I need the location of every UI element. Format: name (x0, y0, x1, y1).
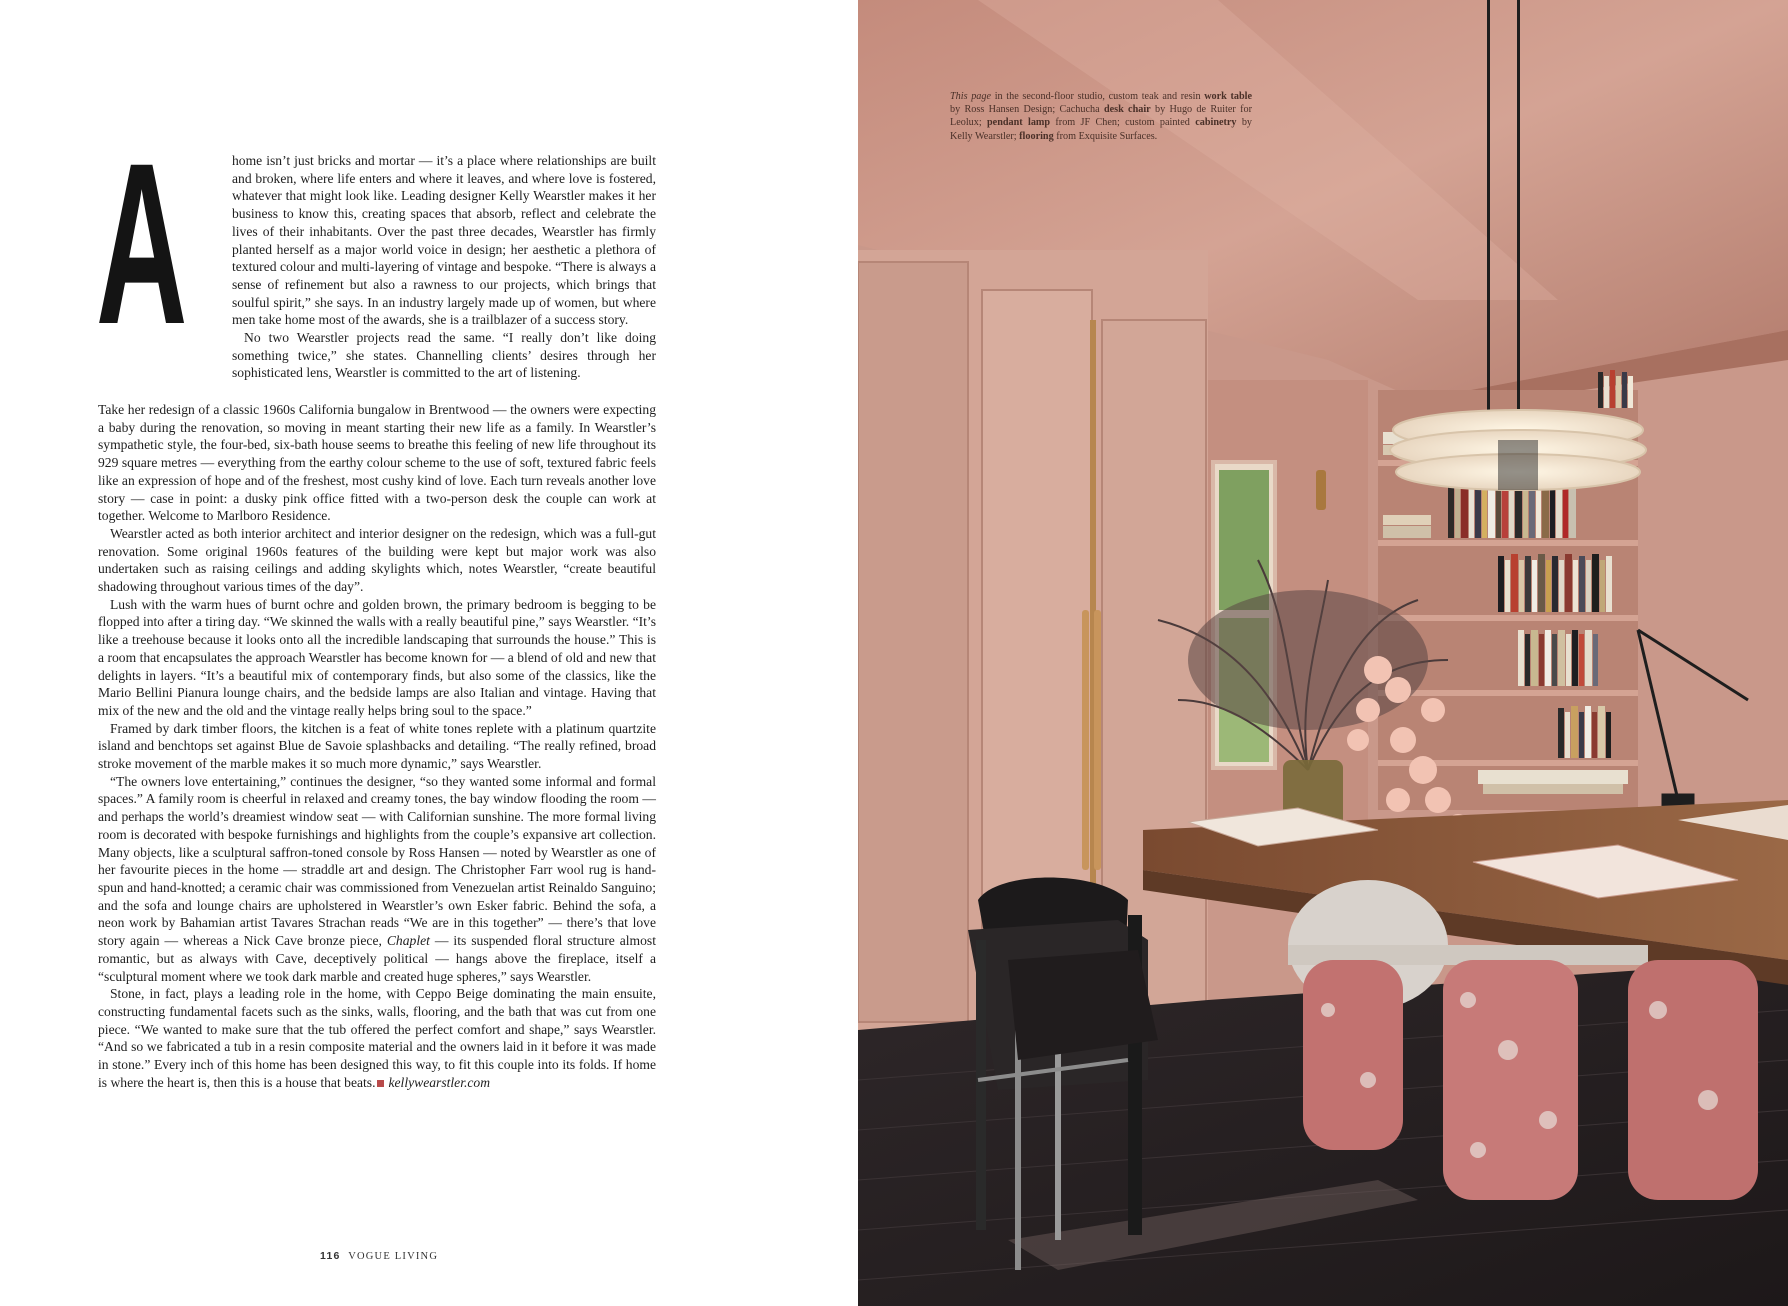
paragraph-2-rest: Take her redesign of a classic 1960s California bungalow in Brentwood — the owners were expecting a baby during the renovation, so moving in meant starting their new life as a family. In Wearstler’s sympathetic style, the four-bed, six-bath house seems to breathe this feeling of new life throughout its 929 square metres — everything from the earthy colour scheme to the use of soft, textured fabric feels like an expression of hope and of the freshest, most cushy kind of love. Each turn reveals another love story — case in point: a dusky pink office fitted with a two-person desk the couple can work at together. Welcome to Marlboro Residence. (98, 402, 656, 524)
paragraph-5: Framed by dark timber floors, the kitchen is a feat of white tones replete with a platinum quartzite island and benchtops set against Blue de Savoie splashbacks and detailing. “The really refined, broad stroke movement of the marble makes it so much more dynamic,” says Wearstler. (98, 720, 656, 772)
pendant-lamp (1390, 410, 1646, 490)
artwork-title: Chaplet (386, 933, 430, 949)
cabinet-door-1 (858, 262, 968, 1022)
paragraph-6 (98, 773, 656, 985)
paragraph-3: Wearstler acted as both interior architect and interior designer on the redesign, which was a full-gut renovation. Some original 1960s features of the building were kept but major work was also undertaken such as raising ceilings and adding skylights which, notes Wearstler, “create beautiful shadowing throughout various times of the day”. (98, 525, 656, 595)
brass-handle-1 (1082, 610, 1089, 870)
paragraph-6-part-b: — its suspended floral structure almost romantic, but as always with Cave, deceptively political — hangs above the fireplace, itself a “sculptural moment where we took dark marble and created huge spheres,” says Wearstler. (98, 933, 656, 984)
paragraph-7-text: Stone, in fact, plays a leading role in the home, with Ceppo Beige dominating the main ensuite, constructing fundamental facets such as the sinks, walls, flooring, and the bath that was cut from one piece. “We wanted to make sure that the tub offered the perfect comfort and shape,” says Wearstler. “And so we fabricated a tub in a resin composite material and the owners laid in it before it was made in stone.” Every inch of this home has been designed this way, to fit this couple into its folds. If home is where the heart is, then this is a house that beats. (98, 986, 656, 1090)
desk-lamp (1638, 630, 1748, 815)
body-column (98, 401, 656, 1091)
paragraph-2-start: No two Wearstler projects read the same. “I really don’t like doing something twice,” she states. Channelling clients’ desires through her sophisticated lens, Wearstler is committed to the art of listening. (232, 330, 656, 381)
paragraph-6-part-a: “The owners love entertaining,” continues the designer, “so they wanted some informal and formal spaces.” A family room is cheerful in relaxed and creamy tones, the bay window flooding the room — and perhaps the world’s dreamiest window seat — with Californian sunshine. The more formal living room is decorated with bespoke furnishings and highlights from the couple’s expansive art collection. Many objects, like a sculptural saffron-toned console by Ross Hansen — noted by Wearstler as one of her favourite pieces in the home — straddle art and design. The Christopher Farr wool rug is hand-spun and hand-knotted; a ceramic chair was commissioned from Venezuelan artist Reinaldo Sanguino; and the sofa and lounge chairs are upholstered in Wearstler’s own Esker fabric. Behind the sofa, a neon work by Bahamian artist Tavares Strachan reads “We are in this together” — there’s that love story again — whereas a Nick Cave bronze piece, (98, 773, 656, 949)
left-page-text (0, 0, 858, 1306)
photo-studio (858, 0, 1788, 1306)
page-number: 116 (320, 1250, 341, 1262)
wall-sconce (1316, 470, 1326, 510)
paragraph-7 (98, 985, 656, 1091)
lead-column (232, 152, 656, 382)
pendant-cord-1 (1487, 0, 1490, 410)
lead-paragraph: home isn’t just bricks and mortar — it’s a place where relationships are built and broken, where life enters and where it leaves, and where love is fostered, whatever that might look like. Leading designer Kelly Wearstler makes it her business to know this, creating spaces that absorb, reflect and celebrate the lives of their inhabitants. Over the past three decades, Wearstler has firmly planted herself as a major world voice in design; her aesthetic a plethora of textured colour and multi-layering of vintage and bespoke. “There is always a sense of refinement but also a rawness to our projects, which brings that soulful spirit,” she says. In an industry largely made up of women, but where men take home most of the awards, she is a trailblazer of a success story. (232, 153, 656, 328)
photo-caption: This page in the second-floor studio, custom teak and resin work table by Ross Hansen Design; Cachucha desk chair by Hugo de Ruiter for Leolux; pendant lamp from JF Chen; custom painted cabinetry by Kelly Wearstler; flooring from Exquisite Surfaces. (950, 91, 1253, 142)
folio (320, 1250, 438, 1262)
caption-lead: This page (950, 91, 992, 102)
pendant-cord-2 (1517, 0, 1520, 425)
foliage-mass (1188, 590, 1428, 730)
window-pane-top (1219, 470, 1269, 610)
end-mark-icon (377, 1080, 384, 1087)
studio-illustration (858, 0, 1788, 1306)
drop-cap: A (96, 115, 188, 372)
paragraph-4: Lush with the warm hues of burnt ochre and golden brown, the primary bedroom is begging to be flopped into after a tiring day. “We skinned the walls with a really beautiful pine,” says Wearstler. “It’s like a treehouse because it looks onto all the incredible landscaping that surrounds the house.” This is a room that encapsulates the approach Wearstler has become known for — a blend of old and new that delights in layers. “It’s a beautiful mix of contemporary finds, but also some of the classics, like the Mario Bellini Pianura lounge chairs, and the bedside lamps are also Italian and vintage. Having that mix of the new and the old and the vintage really helps bring soul to the space.” (98, 596, 656, 718)
website-link[interactable]: kellywearstler.com (388, 1074, 491, 1090)
brass-handle-2 (1094, 610, 1101, 870)
magazine-name: VOGUE LIVING (348, 1251, 439, 1262)
